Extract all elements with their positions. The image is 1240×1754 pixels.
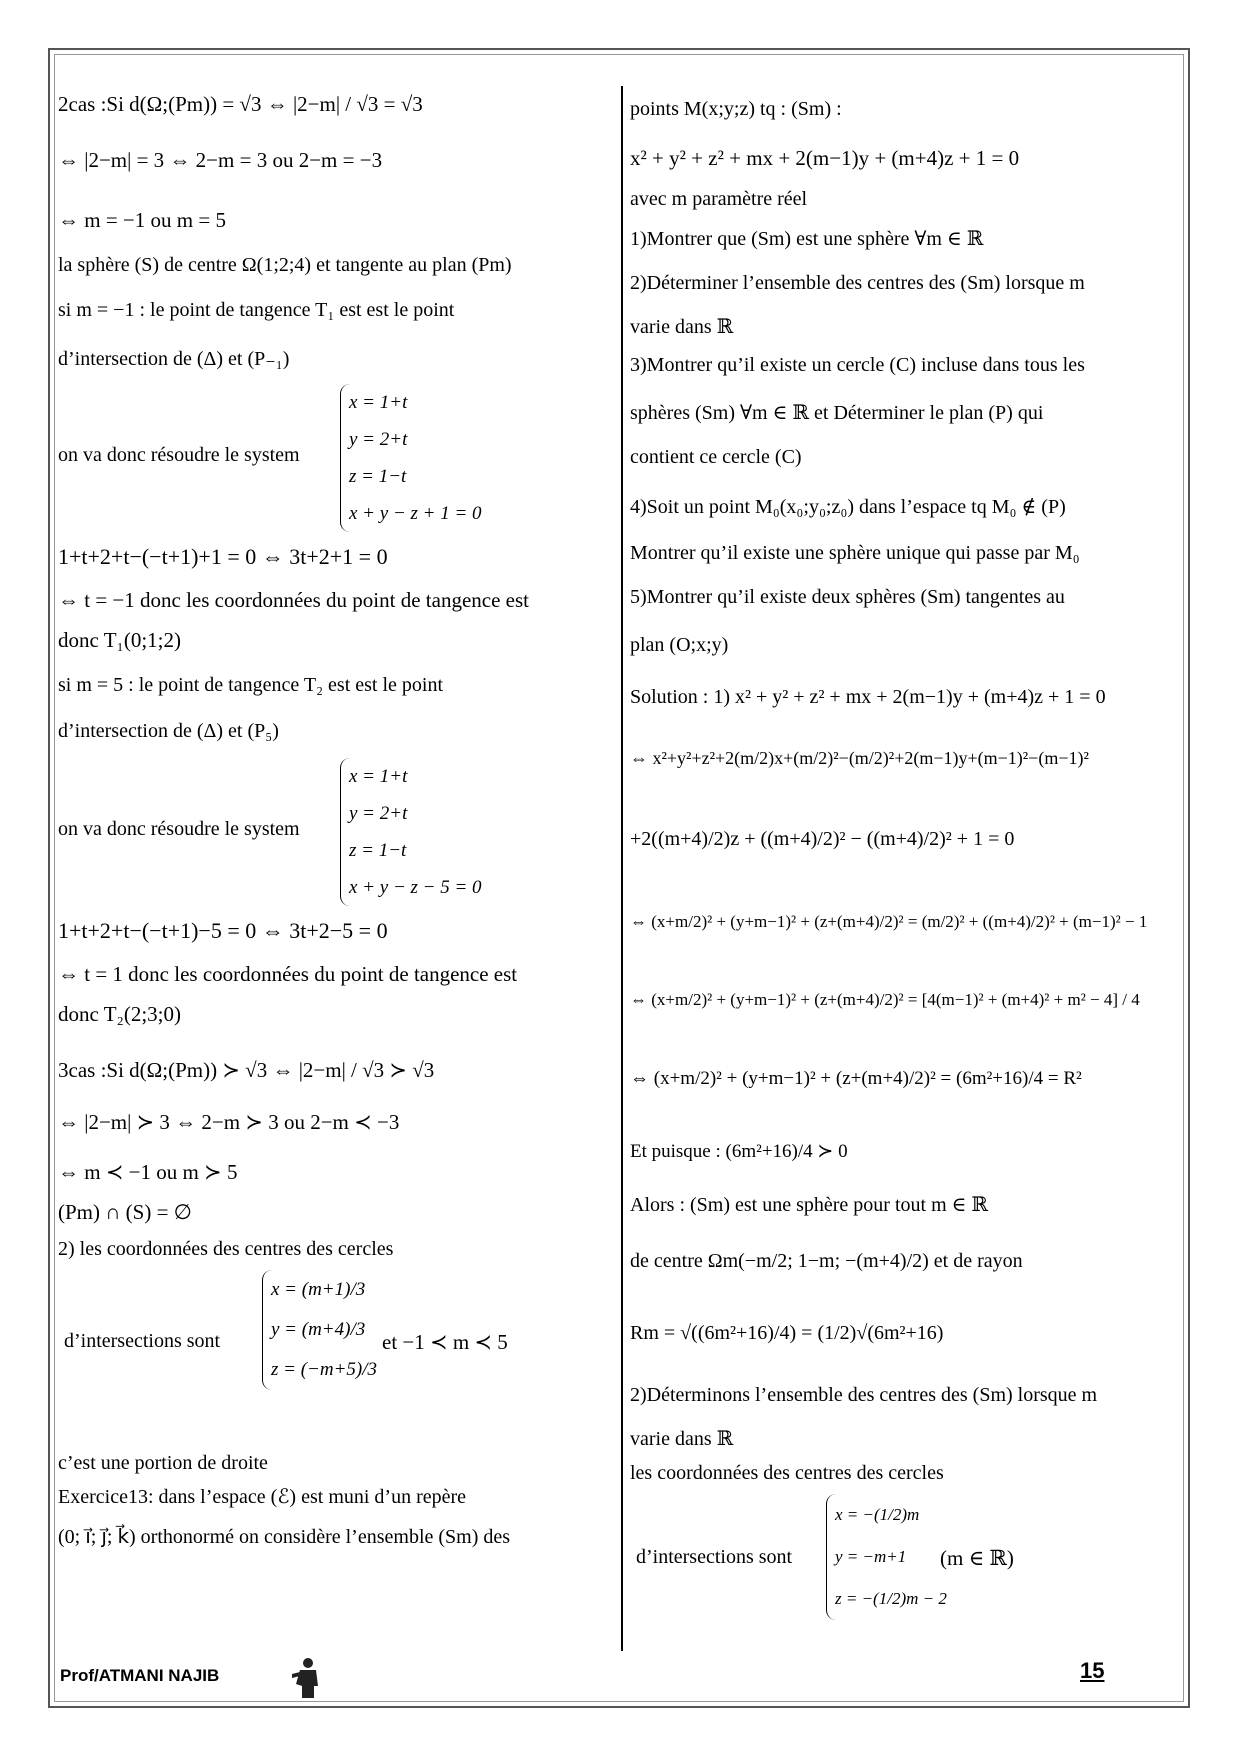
system4 (826, 1494, 947, 1620)
system1-eq: z = 1−t (349, 466, 407, 487)
system3-eq: z = (−m+5)/3 (271, 1359, 378, 1380)
system2-eq: x = 1+t (349, 766, 408, 787)
ex13-points: points M(x;y;z) tq : (Sm) : (630, 98, 842, 120)
solve2: 1+t+2+t−(−t+1)−5 = 0 ⇔ 3t+2−5 = 0 (58, 918, 388, 943)
case2-intersection2: d’intersection de (Δ) et (P₅) (58, 720, 279, 742)
case3-condition: 3cas :Si d(Ω;(Pm)) ≻ √3 ⇔ |2−m| / √3 ≻ √3 (58, 1058, 435, 1082)
system2 (340, 758, 482, 906)
system3 (262, 1270, 377, 1390)
solution-step2: +2((m+4)/2)z + ((m+4)/2)² − ((m+4)/2)² + 1 = 0 (630, 828, 1015, 850)
solve1: 1+t+2+t−(−t+1)+1 = 0 ⇔ 3t+2+1 = 0 (58, 544, 388, 569)
system2-label: on va donc résoudre le system (58, 818, 300, 840)
case2-intersection1: d’intersection de (Δ) et (P₋₁) (58, 348, 290, 370)
system1-eq: y = 2+t (349, 429, 408, 450)
exercise13-title: Exercice13: dans l’espace (ℰ) est muni d’un repère (58, 1486, 467, 1508)
case3-empty: (Pm) ∩ (S) = ∅ (58, 1200, 192, 1224)
center-omega: de centre Ωm(−m/2; 1−m; −(m+4)/2) et de rayon (630, 1250, 1023, 1272)
centers-label: d’intersections sont (64, 1330, 221, 1352)
exercise13-repere: (0; i⃗; j⃗; k⃗) orthonormé on considère l’ensemble (Sm) des (58, 1526, 511, 1548)
solution-start: Solution : 1) x² + y² + z² + mx + 2(m−1)y + (m+4)z + 1 = 0 (630, 686, 1106, 708)
m-range: et −1 ≺ m ≺ 5 (382, 1330, 508, 1354)
case2-condition: 2cas :Si d(Ω;(Pm)) = √3 ⇔ |2−m| / √3 = √3 (58, 92, 423, 116)
ex13-q1: 1)Montrer que (Sm) est une sphère ∀m ∈ ℝ (630, 228, 984, 250)
ex13-param: avec m paramètre réel (630, 188, 808, 210)
t-value2: ⇔ t = 1 donc les coordonnées du point de tangence est (58, 962, 518, 986)
system2-eq: z = 1−t (349, 840, 407, 861)
system1-eq: x + y − z + 1 = 0 (349, 503, 482, 524)
case2-sphere: la sphère (S) de centre Ω(1;2;4) et tangente au plan (Pm) (58, 254, 512, 276)
teacher-figure-icon (288, 1656, 324, 1700)
centers-label-right: d’intersections sont (636, 1546, 793, 1568)
case3-step1: ⇔ |2−m| ≻ 3 ⇔ 2−m ≻ 3 ou 2−m ≺ −3 (58, 1110, 400, 1134)
ex13-q5: 5)Montrer qu’il existe deux sphères (Sm) tangentes au (630, 586, 1065, 608)
radius: Rm = √((6m²+16)/4) = (1/2)√(6m²+16) (630, 1322, 944, 1344)
page-number: 15 (1080, 1658, 1105, 1683)
column-divider (621, 86, 623, 1651)
case3-step2: ⇔ m ≺ −1 ou m ≻ 5 (58, 1160, 238, 1184)
system3-eq: x = (m+1)/3 (271, 1279, 366, 1300)
case2-m5: si m = 5 : le point de tangence T₂ est est le point (58, 674, 444, 696)
ex13-q3c: contient ce cercle (C) (630, 446, 802, 468)
ex13-q2: 2)Déterminer l’ensemble des centres des (Sm) lorsque m (630, 272, 1085, 294)
t1-point: donc T₁(0;1;2) (58, 628, 181, 652)
part2-title: 2) les coordonnées des centres des cercles (58, 1238, 394, 1260)
solution-step5: ⇔ (x+m/2)² + (y+m−1)² + (z+(m+4)/2)² = (6m²+16)/4 = R² (630, 1068, 1082, 1089)
case2-m-1: si m = −1 : le point de tangence T₁ est est le point (58, 299, 455, 321)
system4-eq: z = −(1/2)m − 2 (835, 1589, 947, 1608)
ex13-q4b: Montrer qu’il existe une sphère unique qui passe par M₀ (630, 542, 1080, 564)
system4-eq: x = −(1/2)m (835, 1505, 920, 1524)
sphere-conclusion: Alors : (Sm) est une sphère pour tout m ∈ ℝ (630, 1194, 989, 1216)
centers-title: les coordonnées des centres des cercles (630, 1462, 944, 1484)
solution-step1: ⇔ x²+y²+z²+2(m/2)x+(m/2)²−(m/2)²+2(m−1)y+(m−1)²−(m−1)² (630, 748, 1089, 768)
part2-solution-b: varie dans ℝ (630, 1428, 734, 1450)
ex13-q4: 4)Soit un point M₀(x₀;y₀;z₀) dans l’espace tq M₀ ∉ (P) (630, 496, 1066, 518)
solution-step4: ⇔ (x+m/2)² + (y+m−1)² + (z+(m+4)/2)² = [4(m−1)² + (m+4)² + m² − 4] / 4 (630, 990, 1140, 1009)
case2-step2: ⇔ m = −1 ou m = 5 (58, 208, 226, 232)
ex13-q3: 3)Montrer qu’il existe un cercle (C) incluse dans tous les (630, 354, 1085, 376)
t-value1: ⇔ t = −1 donc les coordonnées du point de tangence est (58, 588, 529, 612)
system1-label: on va donc résoudre le system (58, 444, 300, 466)
part2-solution: 2)Déterminons l’ensemble des centres des (Sm) lorsque m (630, 1384, 1098, 1406)
m-real: (m ∈ ℝ) (940, 1546, 1014, 1570)
system1-eq: x = 1+t (349, 392, 408, 413)
case2-step1: ⇔ |2−m| = 3 ⇔ 2−m = 3 ou 2−m = −3 (58, 148, 383, 172)
system1 (340, 384, 482, 532)
system3-eq: y = (m+4)/3 (271, 1319, 366, 1340)
system4-eq: y = −m+1 (835, 1547, 907, 1566)
system2-eq: x + y − z − 5 = 0 (349, 877, 482, 898)
t2-point: donc T₂(2;3;0) (58, 1002, 181, 1026)
ex13-q2b: varie dans ℝ (630, 316, 734, 338)
positivity: Et puisque : (6m²+16)/4 ≻ 0 (630, 1141, 848, 1162)
system2-eq: y = 2+t (349, 803, 408, 824)
solution-step3: ⇔ (x+m/2)² + (y+m−1)² + (z+(m+4)/2)² = (m/2)² + ((m+4)/2)² + (m−1)² − 1 (630, 912, 1148, 931)
ex13-q3b: sphères (Sm) ∀m ∈ ℝ et Déterminer le plan (P) qui (630, 402, 1044, 424)
author-name: Prof/ATMANI NAJIB (60, 1666, 220, 1685)
ex13-equation: x² + y² + z² + mx + 2(m−1)y + (m+4)z + 1 = 0 (630, 146, 1020, 170)
portion-droite: c’est une portion de droite (58, 1452, 268, 1474)
ex13-q5b: plan (O;x;y) (630, 634, 729, 656)
